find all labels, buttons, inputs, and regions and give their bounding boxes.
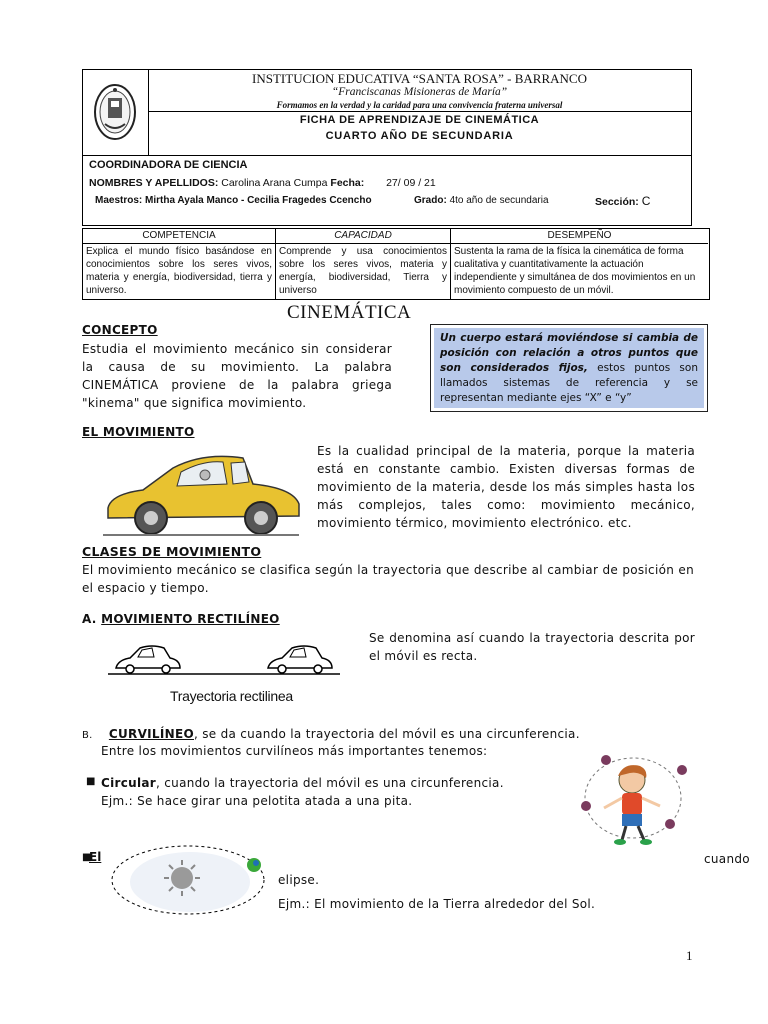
date-label: Fecha:	[330, 177, 365, 189]
elliptical-ellipse: elipse.	[278, 873, 320, 887]
callout-text: estos puntos son llamados sistemas de referencia y se representan mediante ejes “X” e “y”	[440, 362, 698, 404]
rectilinear-text: Se denomina así cuando la trayectoria descrita por el móvil es recta.	[369, 631, 695, 663]
names-label: NOMBRES Y APELLIDOS:	[89, 177, 219, 189]
section-label: Sección:	[595, 196, 639, 208]
elliptical-example: Ejm.: El movimiento de la Tierra alrededor del Sol.	[278, 897, 596, 911]
concept-heading: CONCEPTO	[82, 323, 158, 337]
ellipse-orbit-diagram	[108, 838, 272, 918]
bullet-icon: ■	[82, 852, 92, 863]
grade-label: Grado:	[414, 195, 447, 206]
section-row	[595, 194, 650, 208]
grade-title: CUARTO AÑO DE SECUNDARIA	[325, 130, 514, 142]
grade-row	[414, 195, 549, 206]
grade-value: 4to año de secundaria	[449, 195, 549, 206]
movement-text: Es la cualidad principal de la materia, porque la materia está en constante cambio. Existen diversas formas de movimiento de la materia, desde los más simples hasta los más complejos, tales como: movimiento mecánico, movimiento térmico, movimiento electrónico. etc.	[317, 444, 695, 530]
curvilinear-text: , se da cuando la trayectoria del móvil es una circunferencia.	[194, 727, 580, 741]
page-title: CINEMÁTICA	[287, 302, 412, 323]
column-header: COMPETENCIA	[83, 229, 275, 244]
callout-emphasis: Un cuerpo estará moviéndose si cambia de posición con relación a otros puntos que son considerados fijos,	[440, 332, 698, 374]
section-prefix: B.	[82, 730, 93, 741]
school-motto: Formamos en la verdad y la caridad para una convivencia fraterna universal	[276, 100, 563, 110]
section-value: C	[641, 194, 651, 208]
concept-callout	[434, 328, 704, 408]
performance-column	[451, 229, 708, 299]
teachers: Maestros: Mirtha Ayala Manco - Cecilia Fragedes Ccencho	[95, 195, 372, 206]
date-value: 27/ 09 / 21	[386, 177, 436, 189]
divider	[148, 111, 691, 112]
student-name: Carolina Arana Cumpa	[221, 177, 328, 189]
circular-line	[101, 774, 561, 792]
rectilinear-heading: MOVIMIENTO RECTILÍNEO	[101, 612, 280, 626]
competency-column	[83, 229, 276, 299]
circular-text: , cuando la trayectoria del móvil es una circunferencia.	[156, 776, 504, 790]
table-cell: Comprende y usa conocimientos sobre los seres vivos, materia y energía, biodiversidad, Tierra y universo	[279, 246, 447, 296]
column-header: CAPACIDAD	[276, 229, 450, 244]
table-cell: Explica el mundo físico basándose en conocimientos sobre los seres vivos, materia y energía, biodiversidad, tierra y universo.	[86, 246, 272, 296]
divider	[83, 155, 691, 156]
names-row	[89, 177, 436, 189]
curvilinear-text-2: Entre los movimientos curvilíneos más importantes tenemos:	[101, 744, 488, 758]
logo-cell	[83, 70, 149, 155]
car-illustration	[103, 448, 305, 540]
circular-heading: Circular	[101, 776, 157, 790]
section-prefix: A.	[82, 612, 97, 626]
car-icon	[268, 646, 332, 673]
concept-callout-frame	[430, 324, 708, 412]
table-cell: Sustenta la rama de la física la cinemática de forma cualitativa y cuantitativamente la actuación independiente y simultánea de dos movimientos en un movimiento compuesto de un móvil.	[454, 246, 696, 296]
classes-text: El movimiento mecánico se clasifica según la trayectoria que describe al cambiar de posición en el espacio y tiempo.	[82, 563, 694, 595]
institution-name: INSTITUCION EDUCATIVA “SANTA ROSA” - BARRANCO	[252, 71, 587, 86]
congregation-name: “Franciscanas Misioneras de María”	[331, 86, 508, 98]
classes-heading: CLASES DE MOVIMIENTO	[82, 544, 262, 559]
rectilinear-trajectory-diagram	[108, 640, 344, 680]
movement-heading: EL MOVIMIENTO	[82, 425, 195, 439]
page-number: 1	[686, 948, 693, 963]
concept-text: Estudia el movimiento mecánico sin considerar la causa de su movimiento. La palabra CINEMÁTICA proviene de la palabra griega "kinema" que significa movimiento.	[82, 342, 392, 410]
rectilinear-title	[82, 612, 280, 626]
bullet-icon: ■	[86, 776, 96, 787]
competency-table	[82, 228, 710, 300]
coordination-label: COORDINADORA DE CIENCIA	[89, 159, 248, 171]
car-icon	[116, 646, 180, 673]
column-header: DESEMPEÑO	[451, 229, 708, 244]
trajectory-caption: Trayectoria rectilinea	[170, 688, 293, 704]
circular-example: Ejm.: Se hace girar una pelotita atada a una pita.	[101, 794, 413, 808]
school-seal-icon	[83, 70, 147, 154]
elliptical-cuando: cuando	[704, 852, 750, 866]
capacity-column	[276, 229, 451, 299]
sheet-title: FICHA DE APRENDIZAJE DE CINEMÁTICA	[299, 114, 540, 126]
header-block	[82, 69, 692, 226]
curvilinear-heading: CURVILÍNEO	[108, 727, 194, 741]
elliptical-heading: El	[89, 850, 102, 864]
juggling-boy-illustration	[578, 748, 688, 848]
